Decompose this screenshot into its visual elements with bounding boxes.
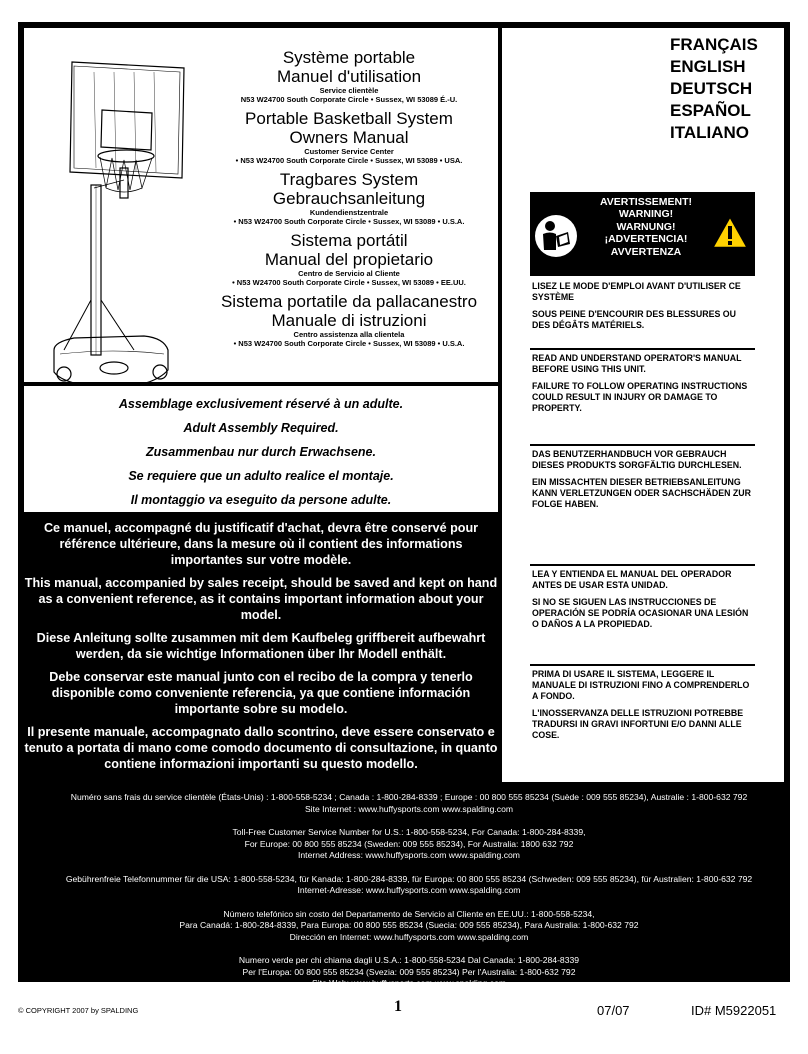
copyright: © COPYRIGHT 2007 by SPALDING — [18, 1006, 139, 1015]
warning-header — [530, 192, 755, 276]
language-fr: FRANÇAIS — [670, 35, 758, 54]
document-id: ID# M5922051 — [691, 1003, 777, 1018]
service-label-en: Customer Service Center — [304, 147, 394, 156]
address-en: • N53 W24700 South Corporate Circle • Sussex, WI 53089 • USA. — [235, 156, 463, 165]
language-it: ITALIANO — [670, 123, 750, 142]
title-de: Tragbares System — [279, 170, 419, 189]
service-label-it: Centro assistenza alla clientela — [293, 330, 405, 339]
save-notice-es: Debe conservar este manual junto con el recibo de la compra y tenerlo disponible como conveniente referencia, ya que contiene información importante sobre su modelo. — [49, 670, 473, 716]
warning-triangle-icon — [710, 214, 750, 250]
service-label-de: Kundendienstzentrale — [309, 208, 389, 217]
language-de: DEUTSCH — [670, 79, 753, 98]
subtitle-fr: Manuel d'utilisation — [276, 67, 422, 86]
warning-panel-de-read: DAS BENUTZERHANDBUCH VOR GEBRAUCH DIESES PRODUKTS SORGFÄLTIG DURCHLESEN. — [532, 449, 742, 470]
warning-panel-it — [530, 664, 755, 766]
adult-assembly-fr: Assemblage exclusivement réservé à un adulte. — [118, 397, 404, 411]
warning-it: AVVERTENZA — [610, 245, 682, 258]
print-date: 07/07 — [597, 1003, 630, 1018]
warning-panel-fr — [530, 278, 755, 346]
language-es: ESPAÑOL — [670, 101, 751, 120]
contact-it-line3: Sito Web: www.huffysports.com www.spalding.com — [311, 978, 507, 988]
title-en: Portable Basketball System — [245, 109, 453, 128]
warning-panel-en — [530, 348, 755, 442]
title-list — [204, 48, 494, 353]
language-en: ENGLISH — [670, 57, 746, 76]
warning-panel-es-failure: SI NO SE SIGUEN LAS INSTRUCCIONES DE OPERACIÓN SE PODRÍA OCASIONAR UNA LESIÓN O DAÑOS A LA PROPIEDAD. — [532, 597, 749, 629]
warning-en: WARNING! — [618, 208, 674, 221]
title-group-fr — [204, 48, 494, 104]
contact-fr — [24, 792, 794, 815]
contact-it — [24, 955, 794, 990]
warning-panel-es — [530, 564, 755, 662]
save-notice-it: Il presente manuale, accompagnato dallo scontrino, deve essere conservato e tenuto a portata di mano come comodo documento di consultazione, in quanto contiene informazioni importanti su questo modello. — [24, 725, 498, 771]
contact-es-line3: Dirección en Internet: www.huffysports.com www.spalding.com — [289, 931, 529, 942]
warning-panels — [530, 278, 755, 766]
save-manual-notices — [24, 520, 498, 779]
warning-es: ¡ADVERTENCIA! — [604, 233, 688, 246]
address-es: • N53 W24700 South Corporate Circle • Sussex, WI 53089 • EE.UU. — [232, 278, 466, 287]
warning-header-text — [588, 196, 704, 258]
contact-de-line1: Gebührenfreie Telefonnummer für die USA: 1-800-558-5234, für Kanada: 1-800-284-8339, für Europa: 00 800 555 85234 (Schweden: 009 555 85234), für Australien: 1-800-632 792 — [65, 873, 753, 884]
basketball-system-illustration — [34, 50, 194, 400]
contact-it-line1: Numero verde per chi chiama dagli U.S.A.: 1-800-558-5234 Dal Canada: 1-800-284-8339 — [238, 955, 580, 965]
title-panel — [24, 28, 498, 382]
adult-assembly-en: Adult Assembly Required. — [183, 421, 339, 435]
subtitle-it: Manuale di istruzioni — [271, 311, 427, 330]
address-fr: N53 W24700 South Corporate Circle • Sussex, WI 53089 É.-U. — [240, 95, 458, 104]
warning-panel-fr-failure: SOUS PEINE D'ENCOURIR DES BLESSURES OU DES DÉGÂTS MATÉRIELS. — [532, 309, 736, 330]
service-label-fr: Service clientèle — [319, 86, 379, 95]
adult-assembly-de: Zusammenbau nur durch Erwachsene. — [146, 445, 376, 459]
contact-de — [24, 874, 794, 897]
address-it: • N53 W24700 South Corporate Circle • Sussex, WI 53089 • U.S.A. — [233, 339, 465, 348]
page-number: 1 — [394, 998, 402, 1015]
contact-info — [24, 792, 794, 1002]
contact-en-line3: Internet Address: www.huffysports.com www.spalding.com — [298, 850, 520, 860]
save-notice-en: This manual, accompanied by sales receipt, should be saved and kept on hand as a convenient reference, as it contains important information about your model. — [24, 576, 498, 622]
adult-assembly-it: Il montaggio va eseguito da persone adulte. — [130, 493, 392, 507]
contact-fr-line2: Site Internet : www.huffysports.com www.spalding.com — [304, 803, 514, 814]
title-group-en — [204, 109, 494, 165]
title-group-de — [204, 170, 494, 226]
warning-panel-it-failure: L'INOSSERVANZA DELLE ISTRUZIONI POTREBBE TRADURSI IN GRAVI INFORTUNI E/O DANNI ALLE COSE. — [532, 708, 744, 740]
title-es: Sistema portátil — [290, 231, 408, 250]
address-de: • N53 W24700 South Corporate Circle • Sussex, WI 53089 • U.S.A. — [233, 217, 465, 226]
title-group-es — [204, 231, 494, 287]
save-notice-fr: Ce manuel, accompagné du justificatif d'achat, devra être conservé pour référence ultérieure, dans la mesure où il contient des informations importantes sur votre modèle. — [43, 521, 479, 567]
subtitle-es: Manual del propietario — [264, 250, 434, 269]
contact-es-line2: Para Canadá: 1-800-284-8339, Para Europa: 00 800 555 85234 (Suecia: 009 555 85234), Para Australia: 1-800-632 792 — [179, 920, 639, 930]
contact-es-line1: Número telefónico sin costo del Departamento de Servicio al Cliente en EE.UU.: 1-800-558-5234, — [223, 908, 595, 919]
title-fr: Système portable — [282, 48, 416, 67]
warning-panel-de — [530, 444, 755, 562]
adult-assembly-panel — [24, 386, 498, 512]
contact-en-line1: Toll-Free Customer Service Number for U.S.: 1-800-558-5234, For Canada: 1-800-284-8339, — [232, 827, 586, 837]
warning-panel-en-read: READ AND UNDERSTAND OPERATOR'S MANUAL BEFORE USING THIS UNIT. — [532, 353, 742, 374]
title-it: Sistema portatile da pallacanestro — [220, 292, 478, 311]
warning-panel-es-read: LEA Y ENTIENDA EL MANUAL DEL OPERADOR ANTES DE USAR ESTA UNIDAD. — [532, 569, 732, 590]
contact-de-line2: Internet-Adresse: www.huffysports.com www.spalding.com — [297, 885, 521, 895]
contact-en — [24, 827, 794, 862]
warning-panel-en-failure: FAILURE TO FOLLOW OPERATING INSTRUCTIONS COULD RESULT IN INJURY OR DAMAGE TO PROPERTY. — [532, 381, 748, 413]
contact-it-line2: Per l'Europa: 00 800 555 85234 (Svezia: 009 555 85234) Per l'Australia: 1-800-632 792 — [242, 966, 576, 977]
contact-en-line2: For Europe: 00 800 555 85234 (Sweden: 009 555 85234), For Australia: 1800 632 792 — [244, 838, 574, 849]
read-manual-icon — [534, 214, 578, 258]
adult-assembly-es: Se requiere que un adulto realice el montaje. — [128, 469, 394, 483]
warning-fr: AVERTISSEMENT! — [600, 196, 692, 208]
warning-de: WARNUNG! — [616, 220, 676, 233]
subtitle-en: Owners Manual — [289, 128, 409, 147]
subtitle-de: Gebrauchsanleitung — [272, 189, 426, 208]
language-list — [670, 34, 758, 144]
warning-panel-it-read: PRIMA DI USARE IL SISTEMA, LEGGERE IL MANUALE DI ISTRUZIONI FINO A COMPRENDERLO A FONDO. — [532, 669, 750, 701]
contact-fr-line1: Numéro sans frais du service clientèle (États-Unis) : 1-800-558-5234 ; Canada : 1-800-284-8339 ; Europe : 00 800 555 85234 (Suède : 009 555 85234), Australie : 1-800-632 792 — [70, 792, 748, 802]
service-label-es: Centro de Servicio al Cliente — [298, 269, 400, 278]
contact-es — [24, 909, 794, 944]
save-notice-de: Diese Anleitung sollte zusammen mit dem Kaufbeleg griffbereit aufbewahrt werden, da sie wichtige Informationen über Ihr Modell enthält. — [36, 631, 486, 661]
warning-panel-fr-read: LISEZ LE MODE D'EMPLOI AVANT D'UTILISER CE SYSTÈME — [532, 281, 741, 302]
title-group-it — [204, 292, 494, 348]
warning-panel-de-failure: EIN MISSACHTEN DIESER BETRIEBSANLEITUNG KANN VERLETZUNGEN ODER SACHSCHÄDEN ZUR FOLGE HABEN. — [532, 477, 751, 509]
